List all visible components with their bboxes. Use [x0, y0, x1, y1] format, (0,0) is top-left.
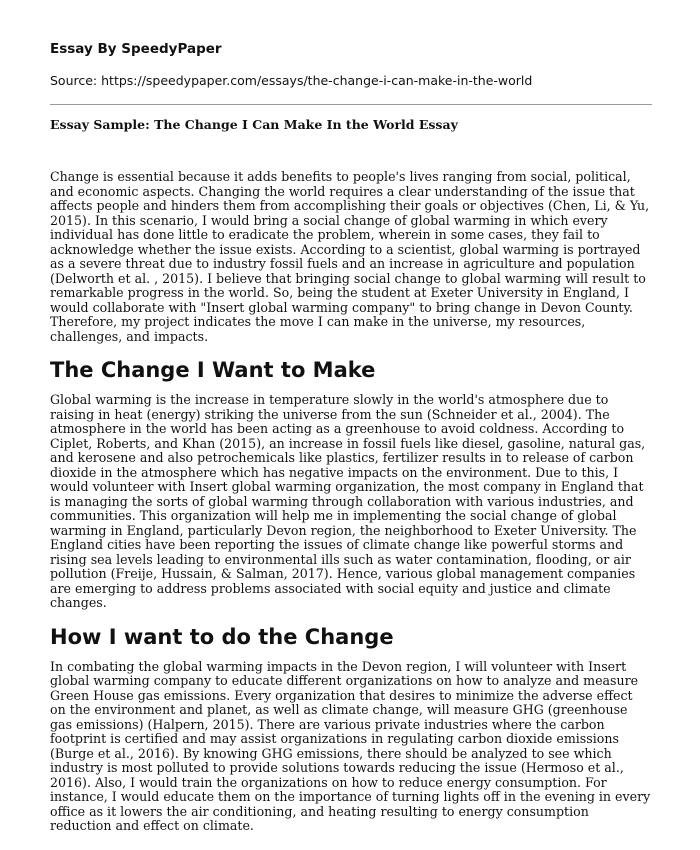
section-heading-how-to-change: How I want to do the Change: [50, 624, 394, 649]
header-divider: [50, 104, 652, 105]
section-paragraph-change-i-want: Global warming is the increase in temperature slowly in the world's atmosphere due to raising in heat (energy) striking the universe from the sun (Schneider et al., 2004). The atmosphere in the world has been acting as a greenhouse to avoid coldness. According to Ciplet, Roberts, and Khan (2015), an increase in fossil fuels like diesel, gasoline, natural gas, and kerosene and also petrochemicals like plastics, fertilizer results in to release of carbon dioxide in the atmosphere which has negative impacts on the environment. Due to this, I would volunteer with Insert global warming organization, the most company in England that is managing the sorts of global warming through collaboration with various industries, and communities. This organization will help me in implementing the social change of global warming in England, particularly Devon region, the neighborhood to Exeter University. The England cities have been reporting the issues of climate change like powerful storms and rising sea levels leading to environmental ills such as water contamination, flooding, or air pollution (Freije, Hussain, & Salman, 2017). Hence, various global management companies are emerging to address problems associated with social equity and justice and climate changes.: [50, 392, 646, 610]
source-line: Source: https://speedypaper.com/essays/the-change-i-can-make-in-the-world: [50, 73, 533, 88]
brand-title: Essay By SpeedyPaper: [50, 41, 222, 57]
intro-paragraph: Change is essential because it adds benefits to people's lives ranging from social, political, and economic aspects. Changing the world requires a clear understanding of the issue that affects people and hinders them from accomplishing their goals or objectives (Chen, Li, & Yu, 2015). In this scenario, I would bring a social change of global warming in which every individual has done little to eradicate the problem, wherein in some cases, they fail to acknowledge whether the issue exists. According to a scientist, global warming is portrayed as a severe threat due to industry fossil fuels and an increase in agriculture and population (Delworth et al. , 2015). I believe that bringing social change to global warming will result to remarkable progress in the world. So, being the student at Exeter University in England, I would collaborate with "Insert global warming company" to bring change in Devon County. Therefore, my project indicates the move I can make in the universe, my resources, challenges, and impacts.: [50, 169, 650, 344]
section-heading-change-i-want: The Change I Want to Make: [50, 358, 376, 382]
essay-title: Essay Sample: The Change I Can Make In the World Essay: [50, 117, 458, 132]
section-paragraph-how-to-change: In combating the global warming impacts in the Devon region, I will volunteer with Insert global warming company to educate different organizations on how to analyze and measure Green House gas emissions. Every organization that desires to minimize the adverse effect on the environment and planet, as well as climate change, will measure GHG (greenhouse gas emissions) (Halpern, 2015). There are various private industries where the carbon footprint is certified and may assist organizations in regulating carbon dioxide emissions (Burge et al., 2016). By knowing GHG emissions, there should be analyzed to see which industry is most polluted to provide solutions towards reducing the issue (Hermoso et al., 2016). Also, I would train the organizations on how to reduce energy consumption. For instance, I would educate them on the importance of turning lights off in the evening in every office as it lowers the air conditioning, and heating resulting to energy consumption reduction and effect on climate.: [50, 658, 651, 833]
document-page: [50, 40, 652, 834]
